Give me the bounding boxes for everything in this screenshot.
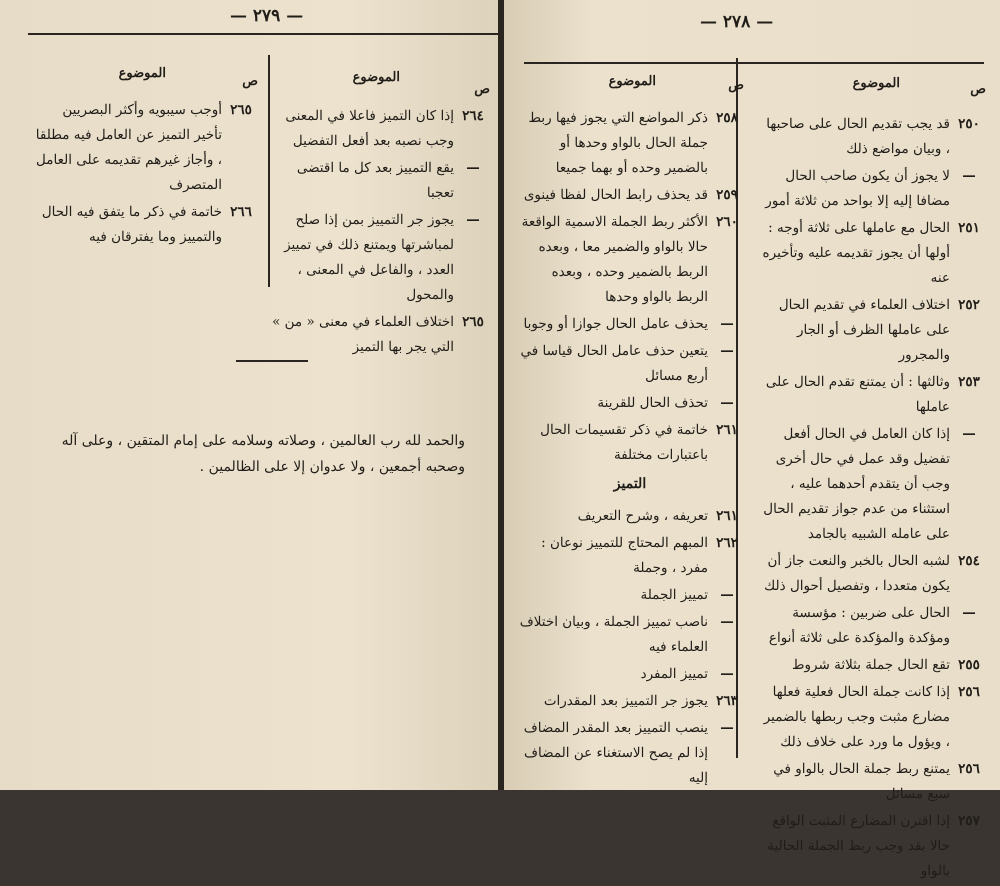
entry-topic: إذا كان التميز فاعلا في المعنى وجب نصبه بعد أفعل التفضيل — [285, 108, 454, 149]
index-entry — [268, 156, 490, 206]
index-entry — [33, 98, 258, 198]
closing-text: والحمد لله رب العالمين ، وصلاته وسلامه على إمام المتقين ، وعلى آله وصحبه أجمعين ، ولا عدوان إلا على الظالمين . — [61, 433, 465, 475]
entry-topic: خاتمة في ذكر ما يتفق فيه الحال والتمييز وما يفترقان فيه — [41, 204, 222, 245]
entry-topic: إذا كان العامل في الحال أفعل تفضيل وقد عمل في حال أخرى وجب أن يتقدم أحدهما عليه ، استثناء من عدم جواز تقديم الحال على عامله الشبيه بالجامد — [763, 426, 950, 542]
index-entry — [268, 104, 490, 154]
column-header-page: ص — [728, 78, 744, 93]
column-header-topic: الموضوع — [118, 66, 166, 81]
entry-page-number: ٢٥٩ — [716, 187, 738, 203]
column-header-topic: الموضوع — [852, 76, 900, 91]
index-entry — [516, 716, 744, 791]
entry-topic: لا يجوز أن يكون صاحب الحال مضافا إليه إلا بواحد من ثلاثة أمور — [765, 168, 950, 209]
index-entry — [33, 200, 258, 250]
entry-topic: تقع الحال جملة بثلاثة شروط — [792, 657, 950, 673]
entry-topic: ذكر المواضع التي يجوز فيها ربط جملة الحال بالواو وحدها أو بالضمير وحده أو بهما جميعا — [528, 110, 708, 176]
column-header-page: ص — [242, 74, 258, 89]
entry-topic: يجوز جر التمييز بمن إذا صلح لمباشرتها ويمتنع ذلك في تمييز العدد ، والفاعل في المعنى ، والمحول — [284, 212, 454, 303]
entry-page-number: — — [720, 720, 734, 736]
entry-page-number: ٢٦٠ — [716, 214, 738, 230]
index-entry — [760, 422, 986, 547]
index-entry — [516, 583, 744, 608]
entry-topic: يمتنع ربط جملة الحال بالواو في سبع مسائل — [773, 761, 950, 802]
index-entry — [760, 601, 986, 651]
entry-topic: أوجب سيبويه وأكثر البصريين تأخير التميز عن العامل فيه مطلقا ، وأجاز غيرهم تقديمه على العامل المتصرف — [35, 102, 222, 193]
entry-topic: اختلاف العلماء في تقديم الحال على عاملها الظرف أو الجار والمجرور — [778, 297, 950, 363]
entry-page-number: — — [962, 168, 976, 184]
entry-page-number: — — [720, 316, 734, 332]
header-rule — [524, 62, 984, 64]
index-entry — [760, 549, 986, 599]
index-entry — [516, 183, 744, 208]
entry-page-number: ٢٥٥ — [958, 657, 980, 673]
index-entry — [760, 112, 986, 162]
entry-page-number: — — [466, 212, 480, 228]
right-page — [504, 0, 1000, 879]
index-entry — [760, 680, 986, 755]
entry-page-number: ٢٥٠ — [958, 116, 980, 132]
index-entry — [760, 757, 986, 807]
header-rule — [28, 33, 498, 35]
entry-topic: اختلاف العلماء في معنى « من » التي يجر بها التميز — [272, 314, 454, 355]
index-entry — [760, 293, 986, 368]
index-entry — [760, 809, 986, 884]
index-entry — [516, 418, 744, 468]
index-entries — [268, 104, 490, 362]
index-entry — [268, 310, 490, 360]
column-header-page: ص — [474, 82, 490, 97]
entry-page-number: ٢٥٦ — [958, 761, 980, 777]
index-entry — [516, 689, 744, 714]
index-entries — [33, 98, 258, 252]
index-entries — [760, 112, 986, 886]
page-number: — ٢٧٨ — — [700, 12, 774, 32]
entry-topic: يقع التمييز بعد كل ما اقتضى تعجبا — [296, 160, 454, 201]
index-entry — [760, 164, 986, 214]
entry-page-number: — — [720, 395, 734, 411]
entry-topic: ينصب التمييز بعد المقدر المضاف إذا لم يصح الاستغناء عن المضاف إليه — [523, 720, 708, 786]
index-entry — [516, 391, 744, 416]
entry-topic: تمييز المفرد — [640, 666, 708, 682]
entry-page-number: ٢٥٤ — [958, 553, 980, 569]
entry-page-number: ٢٥٢ — [958, 297, 980, 313]
entry-page-number: — — [720, 666, 734, 682]
closing-rule — [236, 360, 308, 362]
page-number: — ٢٧٩ — — [230, 6, 304, 26]
index-entry — [516, 210, 744, 310]
entry-topic: يتعين حذف عامل الحال قياسا في أربع مسائل — [520, 343, 708, 384]
entry-page-number: — — [720, 343, 734, 359]
entry-topic: قد يجب تقديم الحال على صاحبها ، وبيان مواضع ذلك — [766, 116, 950, 157]
entry-page-number: — — [962, 605, 976, 621]
left-page — [0, 0, 498, 790]
entry-page-number: — — [720, 614, 734, 630]
entry-topic: الأكثر ربط الجملة الاسمية الواقعة حالا بالواو والضمير معا ، وبعده الربط بالضمير وحده ، وبعده الربط بالواو وحدها — [521, 214, 708, 305]
entry-topic: خاتمة في ذكر تقسيمات الحال باعتبارات مختلفة — [540, 422, 708, 463]
entry-topic: الحال على ضربين : مؤسسة ومؤكدة والمؤكدة على ثلاثة أنواع — [768, 605, 950, 646]
entry-page-number: — — [720, 587, 734, 603]
index-entry — [516, 312, 744, 337]
entry-topic: وثالثها : أن يمتنع تقدم الحال على عاملها — [765, 374, 950, 415]
index-entry — [516, 504, 744, 529]
entry-topic: الحال مع عاملها على ثلاثة أوجه : أولها أن يجوز تقديمه عليه وتأخيره عنه — [762, 220, 950, 286]
entry-topic: قد يحذف رابط الحال لفظا فينوى — [523, 187, 708, 203]
index-entry — [516, 106, 744, 181]
entry-topic: ناصب تمييز الجملة ، وبيان اختلاف العلماء فيه — [519, 614, 708, 655]
index-entry — [516, 339, 744, 389]
entry-page-number: ٢٦٤ — [462, 108, 484, 124]
index-entry — [516, 662, 744, 687]
index-entry — [516, 610, 744, 660]
entry-page-number: ٢٦٢ — [716, 535, 738, 551]
entry-page-number: ٢٦١ — [716, 508, 738, 524]
index-entry — [268, 208, 490, 308]
index-entry — [760, 216, 986, 291]
entry-page-number: ٢٥٧ — [958, 813, 980, 829]
entry-topic: المبهم المحتاج للتمييز نوعان : مفرد ، وجملة — [541, 535, 708, 576]
entry-page-number: ٢٦١ — [716, 422, 738, 438]
entry-topic: تعريفه ، وشرح التعريف — [577, 508, 708, 524]
entry-topic: لشبه الحال بالخبر والنعت جاز أن يكون متعددا ، وتفصيل أحوال ذلك — [764, 553, 950, 594]
entry-topic: إذا كانت جملة الحال فعلية فعلها مضارع مثبت وجب ربطها بالضمير ، ويؤول ما ورد على خلاف ذلك — [763, 684, 950, 750]
entry-page-number: ٢٦٣ — [716, 693, 738, 709]
index-entry — [516, 531, 744, 581]
entry-page-number: ٢٦٥ — [462, 314, 484, 330]
column-header-page: ص — [970, 82, 986, 97]
column-header-topic: الموضوع — [352, 70, 400, 85]
entry-page-number: ٢٥١ — [958, 220, 980, 236]
index-entries — [516, 106, 744, 793]
entry-topic: تحذف الحال للقرينة — [597, 395, 708, 411]
entry-page-number: — — [962, 426, 976, 442]
entry-page-number: — — [466, 160, 480, 176]
entry-topic: يجوز جر التمييز بعد المقدرات — [543, 693, 708, 709]
entry-topic: يحذف عامل الحال جوازا أو وجوبا — [523, 316, 708, 332]
entry-page-number: ٢٦٦ — [230, 204, 252, 220]
entry-page-number: ٢٥٦ — [958, 684, 980, 700]
entry-page-number: ٢٥٨ — [716, 110, 738, 126]
entry-topic: تمييز الجملة — [640, 587, 708, 603]
index-entry — [760, 653, 986, 678]
entry-page-number: ٢٦٥ — [230, 102, 252, 118]
index-entry — [760, 370, 986, 420]
entry-topic: إذا اقترن المضارع المثبت الواقع حالا بقد وجب ربط الجملة الحالية بالواو — [767, 813, 950, 879]
section-title: التميز — [613, 476, 647, 492]
entry-page-number: ٢٥٣ — [958, 374, 980, 390]
column-header-topic: الموضوع — [608, 74, 656, 89]
